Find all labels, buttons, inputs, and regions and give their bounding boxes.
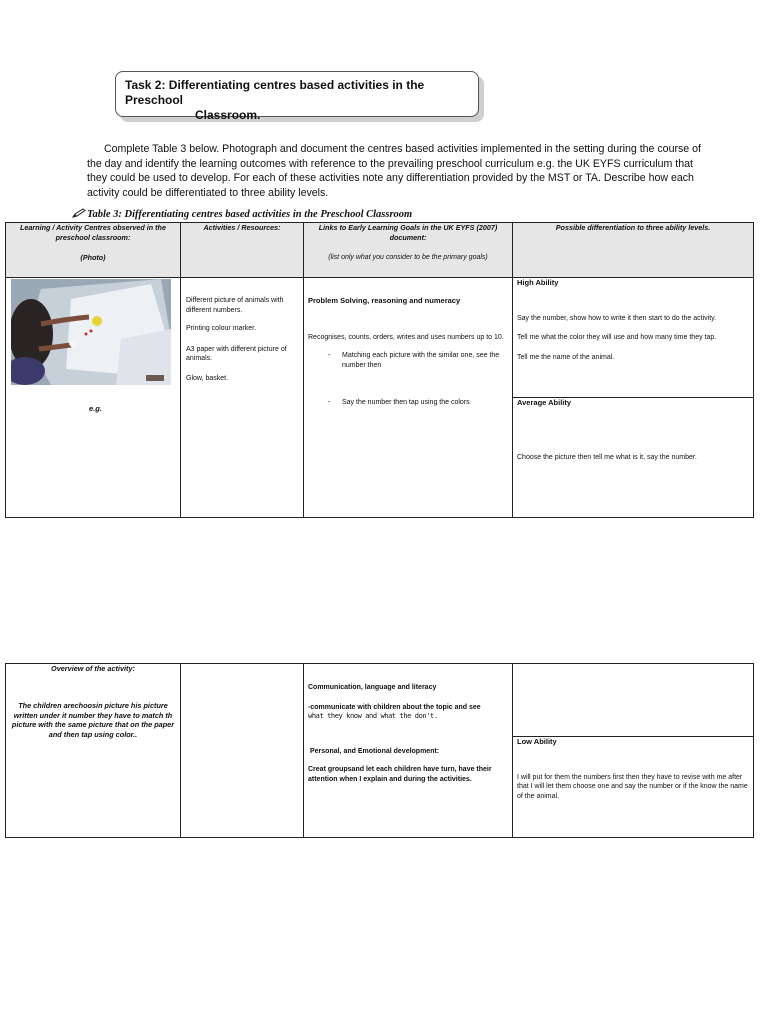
example-label: e.g. [89, 404, 102, 413]
high-ability-label: High Ability [517, 278, 559, 287]
overview-label: Overview of the activity: [51, 664, 135, 673]
header-eyfs-label: Links to Early Learning Goals in the UK EYFS (2007) document: [318, 223, 498, 242]
task-title-line1: Task 2: Differentiating centres based activities in the Preschool [125, 78, 425, 107]
header-eyfs-links [304, 223, 513, 278]
table-row [6, 664, 754, 838]
average-ability-label: Average Ability [517, 398, 572, 407]
goal-heading: Problem Solving, reasoning and numeracy [308, 296, 461, 305]
table-header-row [6, 223, 754, 278]
overview-text: The children arechoosin picture his picture written under it number they have to match th picture with the same picture that on the paper and then tap using color.. [11, 700, 175, 740]
instructions-paragraph: Complete Table 3 below. Photograph and document the centres based activities implemented in the setting during the course of the day and identify the learning outcomes with reference to the prevailing preschool curriculum e.g. the UK EYFS curriculum that they could be used to develop. For each of these activities note any differentiation provided by the MST or TA. Describe how each activity could be differentiated to three ability levels. [87, 143, 701, 199]
overview-cell [6, 664, 181, 838]
table-row [6, 278, 754, 518]
header-photo-label: (Photo) [80, 253, 106, 262]
header-centres-label: Learning / Activity Centres observed in the preschool classroom: [20, 223, 166, 242]
resource-item: Glow, basket. [186, 374, 229, 382]
goal-item: - Matching each picture with the similar one, see the number then [308, 351, 508, 370]
pencil-icon [72, 208, 86, 218]
eyfs-goals-cell [304, 278, 513, 518]
differentiation-cell [513, 664, 754, 838]
task-title-box [115, 71, 479, 122]
high-ability-block [513, 278, 753, 398]
differentiation-table-part2 [5, 663, 754, 838]
low-ability-text: I will put for them the numbers first then they have to revise with me after that I will let them choose one and say the number or if the know the name of the animal. [517, 773, 748, 800]
header-differentiation-label: Possible differentiation to three ability levels. [555, 223, 711, 232]
low-ability-block [513, 737, 753, 801]
resources-cell [181, 278, 304, 518]
activity-photo [11, 279, 171, 385]
header-eyfs-note: (list only what you consider to be the primary goals) [328, 254, 488, 261]
goal-heading: Personal, and Emotional development: [310, 747, 440, 755]
high-ability-item: Tell me what the color they will use and how many time they tap. [517, 334, 717, 342]
empty-block [513, 664, 753, 737]
header-resources [181, 223, 304, 278]
task-title-line2: Classroom. [195, 108, 261, 122]
goal-heading: Communication, language and literacy [308, 684, 437, 691]
goal-text-rest: what they know and what the don't. [308, 712, 438, 721]
goal-text: -communicate with children about the topic and see [308, 703, 481, 711]
table-caption-text: Table 3: Differentiating centres based activities in the Preschool Classroom [87, 209, 413, 220]
goal-text: Recognises, counts, orders, writes and uses numbers up to 10. [308, 333, 504, 341]
resource-item: Printing colour marker. [186, 325, 257, 333]
photo-cell [6, 278, 181, 518]
header-differentiation [513, 223, 754, 278]
average-ability-block [513, 398, 753, 462]
resource-item: A3 paper with different picture of animals. [186, 345, 287, 363]
resource-item: Different picture of animals with different numbers. [186, 297, 284, 314]
task-title [125, 78, 475, 123]
differentiation-table-part1 [5, 222, 754, 518]
high-ability-item: Say the number, show how to write it then start to do the activity. [517, 314, 717, 322]
goal-item: - Say the number then tap using the colors [308, 398, 508, 408]
high-ability-item: Tell me the name of the animal. [517, 353, 615, 361]
low-ability-label: Low Ability [517, 737, 557, 746]
table-caption [72, 208, 412, 220]
goal-text: Creat groupsand let each children have turn, have their attention when I explain and during the activities. [308, 766, 492, 783]
header-resources-label: Activities / Resources: [203, 223, 281, 232]
resources-cell-empty [181, 664, 304, 838]
header-centres [6, 223, 181, 278]
differentiation-cell [513, 278, 754, 518]
average-ability-text: Choose the picture then tell me what is it, say the number. [517, 453, 697, 461]
eyfs-goals-cell [304, 664, 513, 838]
